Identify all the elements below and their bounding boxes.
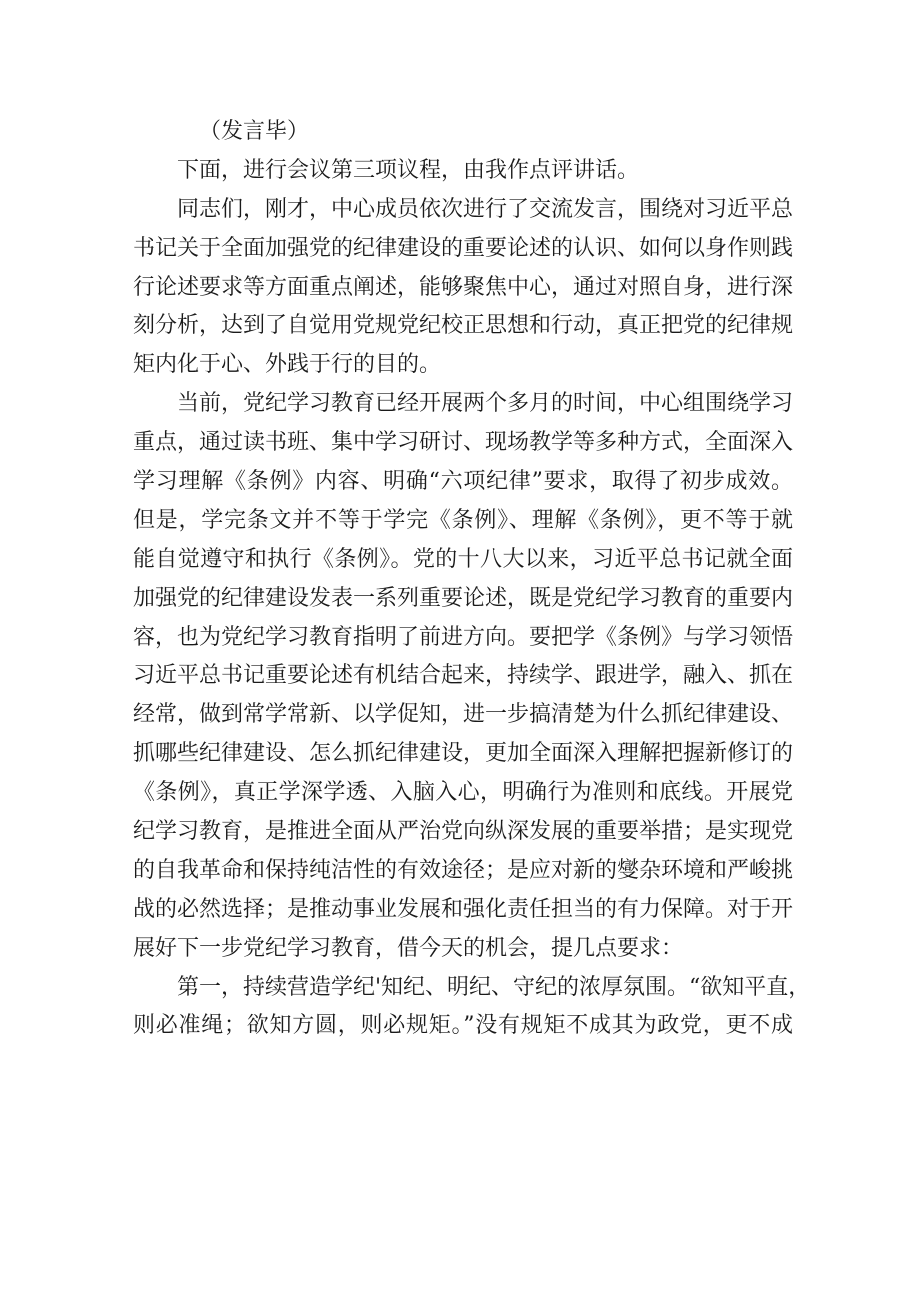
paragraph-line: 则必准绳；欲知方圆，则必规矩。”没有规矩不成其为政党，更不成: [133, 1013, 793, 1039]
paragraph-line: 但是，学完条文并不等于学完《条例》、理解《条例》，更不等于就: [133, 507, 793, 533]
document-body: [133, 113, 811, 1046]
paragraph-line: 行论述要求等方面重点阐述，能够聚焦中心，通过对照自身，进行深: [133, 274, 794, 300]
paragraph-line: 经常，做到常学常新、以学促知，进一步搞清楚为什么抓纪律建设、: [133, 702, 794, 728]
paragraph-line: 习近平总书记重要论述有机结合起来，持续学、跟进学，融入、抓在: [133, 663, 794, 689]
paragraph-line: 下面，进行会议第三项议程，由我作点评讲话。: [177, 157, 640, 183]
paragraph-line: 同志们，刚才，中心成员依次进行了交流发言，围绕对习近平总: [177, 196, 794, 222]
paragraph-line: 书记关于全面加强党的纪律建设的重要论述的认识、如何以身作则践: [133, 235, 794, 261]
paragraph-current: [133, 385, 793, 968]
paragraph-line: 重点，通过读书班、集中学习研讨、现场教学等多种方式，全面深入: [133, 430, 794, 456]
paragraph-line: 纪学习教育，是推进全面从严治党向纵深发展的重要举措；是实现党: [133, 819, 794, 845]
paragraph-line: 抓哪些纪律建设、怎么抓纪律建设，更加全面深入理解把握新修订的: [133, 741, 794, 767]
paragraph-line: 能自觉遵守和执行《条例》。党的十八大以来，习近平总书记就全面: [133, 546, 793, 572]
paragraph-line: 矩内化于心、外践于行的目的。: [133, 352, 442, 378]
paragraph-line: 的自我革命和保持纯洁性的有效途径；是应对新的燮杂环境和严峻挑: [133, 857, 794, 883]
paragraph-line: 展好下一步党纪学习教育，借今天的机会，提几点要求：: [133, 935, 684, 961]
paragraph-line: 学习理解《条例》内容、明确“六项纪律”要求，取得了初步成效。: [133, 469, 793, 495]
paragraph-line: 容，也为党纪学习教育指明了前进方向。要把学《条例》与学习领悟: [133, 624, 794, 650]
paragraph-line: 加强党的纪律建设发表一系列重要论述，既是党纪学习教育的重要内: [133, 585, 794, 611]
closing-note: （发言毕）: [199, 119, 310, 144]
paragraph-line: 第一，持续营造学纪'知纪、明纪、守纪的浓厚氛围。“欲知平直，: [177, 974, 811, 1000]
paragraph-line: 当前，党纪学习教育已经开展两个多月的时间，中心组围绕学习: [177, 391, 794, 417]
paragraph-line: 刻分析，达到了自觉用党规党纪校正思想和行动，真正把党的纪律规: [133, 313, 794, 339]
paragraph-line: 战的必然选择；是推动事业发展和强化责任担当的有力保障。对于开: [133, 896, 794, 922]
paragraph-line: 《条例》，真正学深学透、入脑入心，明确行为准则和底线。开展党: [133, 780, 793, 806]
paragraph-first-requirement: [133, 969, 811, 1047]
paragraph-agenda: [133, 152, 793, 191]
paragraph-comrades: [133, 191, 793, 385]
